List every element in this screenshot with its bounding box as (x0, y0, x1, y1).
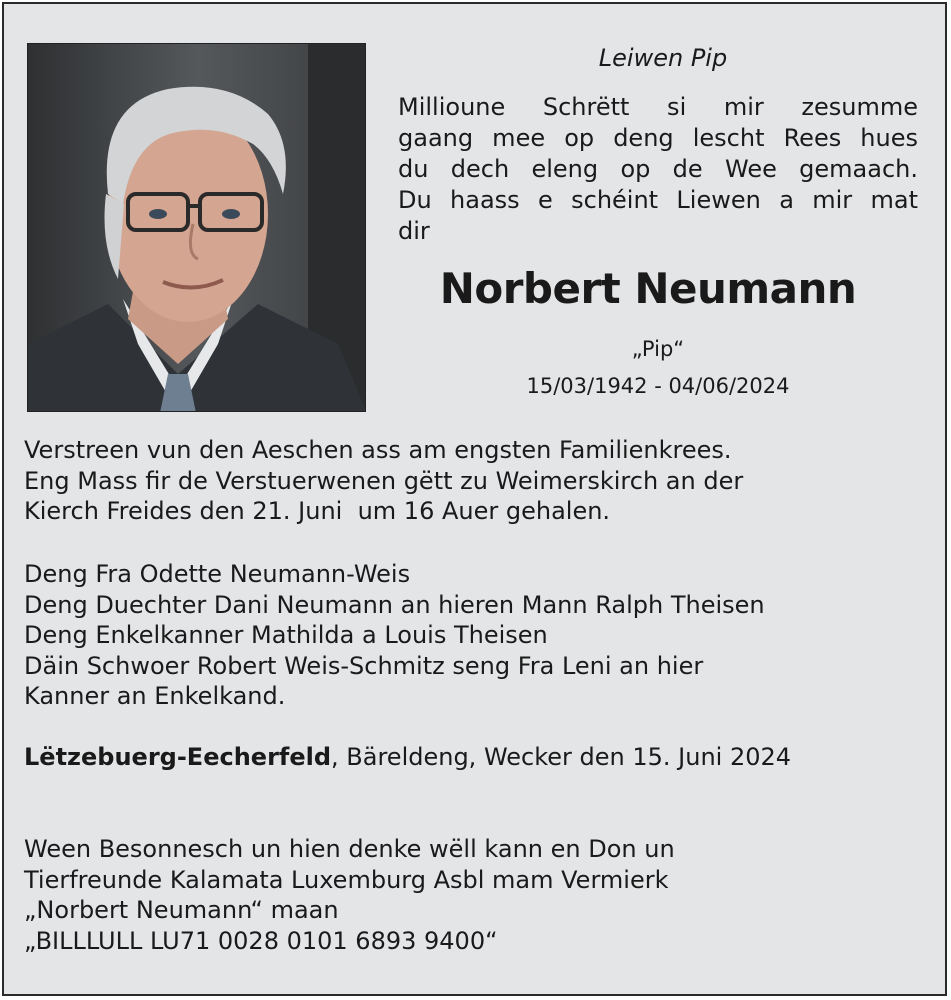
donation-info (24, 834, 934, 956)
poem-line: du dech eleng op de Wee gemaach. (398, 155, 918, 183)
portrait-photo (27, 43, 366, 412)
mourner-line: Deng Fra Odette Neumann-Weis (24, 560, 411, 588)
place-and-date (24, 742, 934, 773)
poem-line: gaang mee op deng lescht Rees hues (398, 124, 918, 152)
donation-line: Tierfreunde Kalamata Luxemburg Asbl mam Vermierk (24, 865, 669, 894)
place-date-line (24, 742, 934, 773)
funeral-line: Verstreen vun den Aeschen ass am engsten Familienkrees. (24, 436, 732, 464)
obituary-notice (2, 2, 947, 996)
donation-line: Ween Besonnesch un hien denke wëll kann en Don un (24, 835, 675, 863)
donation-line: „BILLLULL LU71 0028 0101 6893 9400“ (24, 926, 498, 955)
poem-title: Leiwen Pip (598, 44, 728, 72)
deceased-nickname: „Pip“ (631, 337, 685, 361)
funeral-line: Kierch Freides den 21. Juni um 16 Auer gehalen. (24, 497, 611, 525)
mourners-list (24, 559, 934, 712)
funeral-line: Eng Mass fir de Verstuerwenen gëtt zu Weimerskirch an der (24, 466, 744, 495)
funeral-info (24, 435, 934, 527)
life-dates: 15/03/1942 - 04/06/2024 (526, 374, 790, 398)
mourner-line: Deng Duechter Dani Neumann an hieren Mann Ralph Theisen (24, 590, 765, 619)
mourner-line: Däin Schwoer Robert Weis-Schmitz seng Fra Leni an hier (24, 651, 704, 680)
poem-line: dir (398, 217, 430, 245)
mourner-line: Deng Enkelkanner Mathilda a Louis Theisen (24, 621, 548, 649)
deceased-name: Norbert Neumann (439, 264, 857, 313)
mourner-line: Kanner an Enkelkand. (24, 682, 286, 710)
place-date-rest: , Bäreldeng, Wecker den 15. Juni 2024 (331, 743, 792, 771)
place-name: Lëtzebuerg-Eecherfeld (24, 743, 332, 771)
donation-line: „Norbert Neumann“ maan (24, 896, 339, 924)
portrait-illustration (28, 44, 366, 412)
poem-line: Millioune Schrëtt si mir zesumme (398, 93, 918, 121)
poem-line: Du haass e schéint Liewen a mir mat (398, 186, 918, 214)
poem (398, 92, 918, 247)
